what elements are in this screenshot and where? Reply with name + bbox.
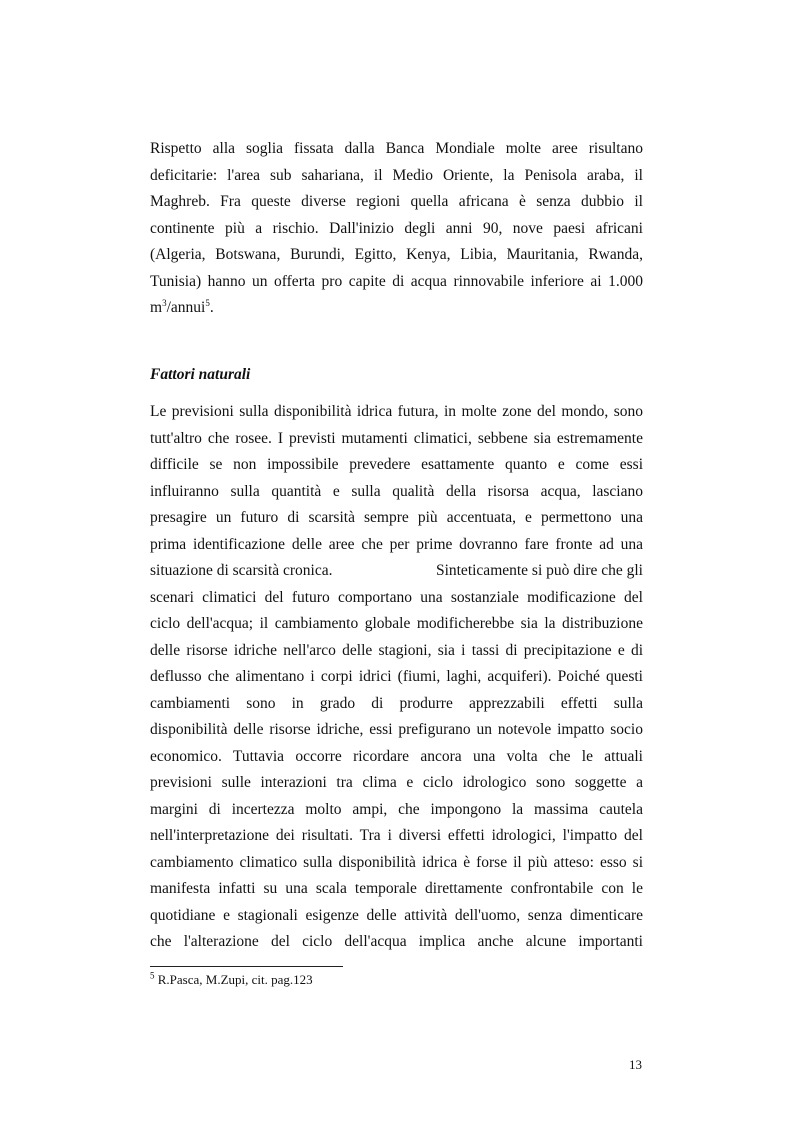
text-line: nell'interpretazione dei risultati. Tra i diversi effetti idrologici, l'impatto del bbox=[150, 827, 643, 844]
section-heading: Fattori naturali bbox=[150, 366, 251, 383]
period: . bbox=[209, 299, 214, 316]
footnote-ref-5: 5 bbox=[205, 297, 210, 308]
text-line: continente più a rischio. Dall'inizio degli anni 90, nove paesi africani bbox=[150, 219, 643, 237]
text-line: Le previsioni sulla disponibilità idrica futura, in molte zone del mondo, sono bbox=[150, 403, 643, 420]
unit-annui: /annui bbox=[166, 299, 206, 316]
text-line: difficile se non impossibile prevedere esattamente quanto e come essi bbox=[150, 456, 643, 473]
text-line: manifesta infatti su una scala temporale direttamente confrontabile con le bbox=[150, 880, 643, 897]
text-line: influiranno sulla quantità e sulla qualità della risorsa acqua, lasciano bbox=[150, 482, 643, 500]
superscript-3: 3 bbox=[162, 297, 167, 308]
text-line bbox=[150, 295, 643, 322]
text-segment: situazione di scarsità cronica. bbox=[150, 562, 333, 579]
text-line: ciclo dell'acqua; il cambiamento globale modificherebbe sia la distribuzione bbox=[150, 615, 643, 632]
footnote-number: 5 bbox=[150, 970, 155, 981]
page-number: 13 bbox=[629, 1057, 642, 1072]
text-line: deflusso che alimentano i corpi idrici (fiumi, laghi, acquiferi). Poiché questi bbox=[150, 668, 643, 685]
footnote-divider bbox=[150, 966, 343, 967]
text-line: previsioni sulle interazioni tra clima e ciclo idrologico sono soggette a bbox=[150, 774, 643, 791]
text-line: tutt'altro che rosee. I previsti mutamenti climatici, sebbene sia estremamente bbox=[150, 429, 643, 447]
text-line: che l'alterazione del ciclo dell'acqua implica anche alcune importanti bbox=[150, 933, 643, 950]
footnote-text: R.Pasca, M.Zupi, cit. pag.123 bbox=[154, 972, 313, 987]
text-line: cambiamenti sono in grado di produrre apprezzabili effetti sulla bbox=[150, 694, 643, 712]
footnote bbox=[150, 972, 313, 988]
text-line: Rispetto alla soglia fissata dalla Banca Mondiale molte aree risultano bbox=[150, 140, 643, 157]
unit-m: m bbox=[150, 299, 163, 316]
text-line: disponibilità delle risorse idriche, essi prefigurano un notevole impatto socio bbox=[150, 721, 643, 738]
text-line: economico. Tuttavia occorre ricordare ancora una volta che le attuali bbox=[150, 747, 643, 765]
text-line: deficitarie: l'area sub sahariana, il Medio Oriente, la Penisola araba, il bbox=[150, 166, 643, 184]
text-segment: Sinteticamente si può dire che gli bbox=[435, 562, 643, 579]
text-line: Tunisia) hanno un offerta pro capite di acqua rinnovabile inferiore ai 1.000 bbox=[150, 272, 643, 290]
text-line: scenari climatici del futuro comportano una sostanziale modificazione del bbox=[150, 588, 643, 606]
text-line bbox=[150, 558, 643, 585]
text-line: prima identificazione delle aree che per prime dovranno fare fronte ad una bbox=[150, 535, 643, 553]
text-line: quotidiane e stagionali esigenze delle attività dell'uomo, senza dimenticare bbox=[150, 906, 643, 924]
paragraph-fattori bbox=[150, 399, 643, 956]
paragraph-intro bbox=[150, 136, 643, 322]
text-line: presagire un futuro di scarsità sempre più accentuata, e permettono una bbox=[150, 509, 643, 526]
text-line: delle risorse idriche nell'arco delle stagioni, sia i tassi di precipitazione e di bbox=[150, 641, 643, 659]
text-line: cambiamento climatico sulla disponibilità idrica è forse il più atteso: esso si bbox=[150, 853, 643, 871]
text-line: margini di incertezza molto ampi, che impongono la massima cautela bbox=[150, 800, 643, 818]
text-line: (Algeria, Botswana, Burundi, Egitto, Kenya, Libia, Mauritania, Rwanda, bbox=[150, 246, 643, 263]
text-line: Maghreb. Fra queste diverse regioni quella africana è senza dubbio il bbox=[150, 193, 643, 210]
